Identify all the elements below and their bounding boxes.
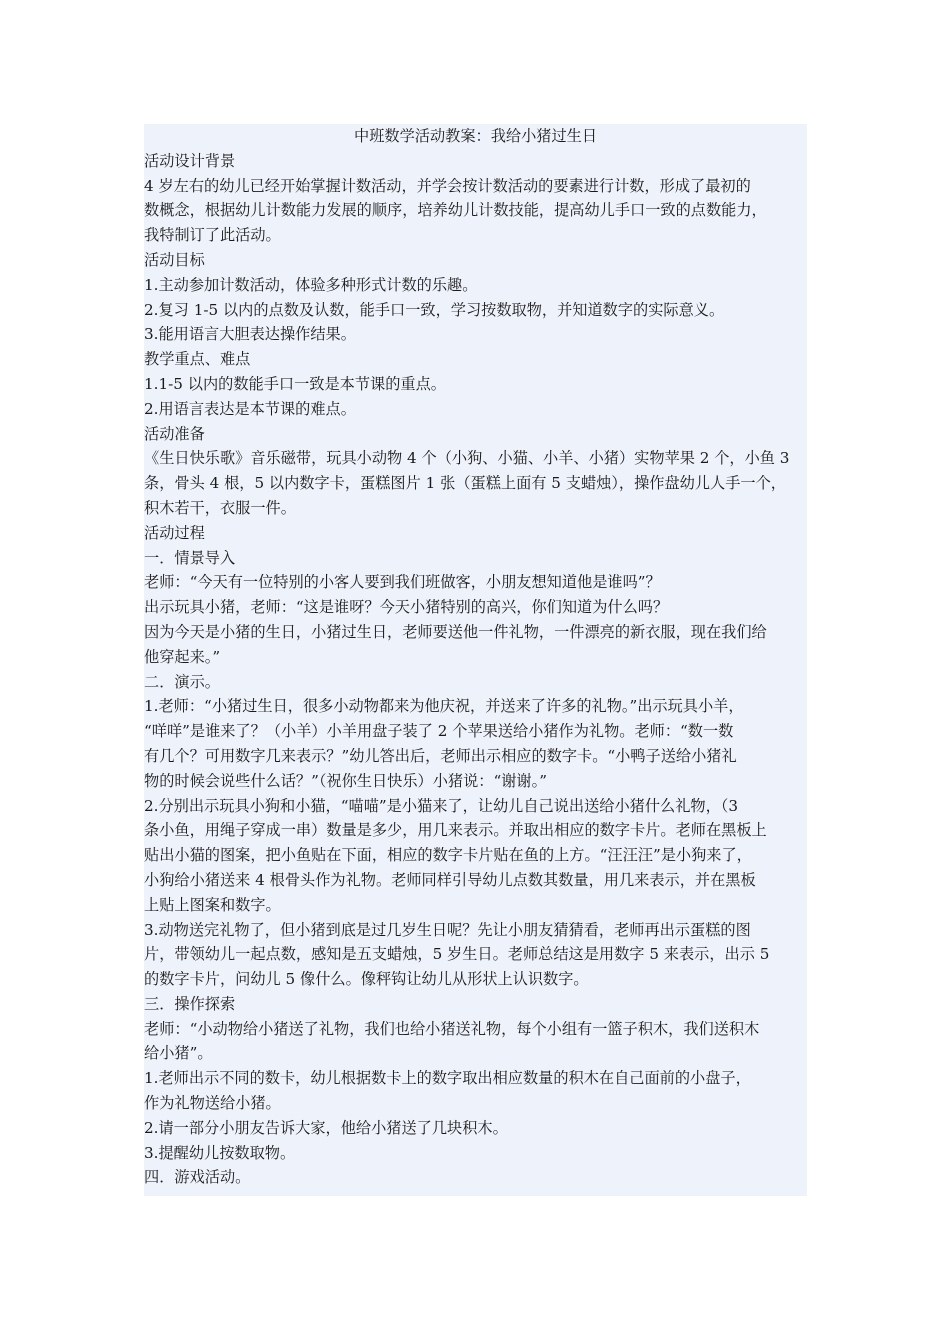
paragraph-line: 4 岁左右的幼儿已经开始掌握计数活动，并学会按计数活动的要素进行计数，形成了最初的 (144, 176, 751, 195)
section-heading: 四．游戏活动。 (144, 1168, 251, 1187)
paragraph-line: 出示玩具小猪，老师：“这是谁呀？今天小猪特别的高兴，你们知道为什么吗？ (144, 598, 669, 617)
section-heading: 活动过程 (144, 523, 205, 542)
section-heading: 活动准备 (144, 424, 205, 443)
paragraph-line: 2.用语言表达是本节课的难点。 (144, 399, 356, 418)
paragraph-line: 我特制订了此活动。 (144, 226, 281, 245)
paragraph-line: 小狗给小猪送来 4 根骨头作为礼物。老师同样引导幼儿点数其数量，用几来表示，并在黑板 (144, 870, 756, 889)
paragraph-line: 因为今天是小猪的生日，小猪过生日，老师要送他一件礼物，一件漂亮的新衣服，现在我们给 (144, 622, 767, 641)
paragraph-line: 老师：“小动物给小猪送了礼物，我们也给小猪送礼物，每个小组有一篮子积木，我们送积木 (144, 1019, 760, 1038)
paragraph-line: 片，带领幼儿一起点数，感知是五支蜡烛，5 岁生日。老师总结这是用数字 5 来表示，出示 5 (144, 945, 770, 964)
paragraph-line: 2.请一部分小朋友告诉大家，他给小猪送了几块积木。 (144, 1118, 508, 1137)
paragraph-line: 2.分别出示玩具小狗和小猫，“喵喵”是小猫来了，让幼儿自己说出送给小猪什么礼物，（3 (144, 796, 739, 815)
paragraph-line: 1.主动参加计数活动，体验多种形式计数的乐趣。 (144, 275, 478, 294)
paragraph-line: 上贴上图案和数字。 (144, 895, 281, 914)
paragraph-line: 3.动物送完礼物了，但小猪到底是过几岁生日呢？先让小朋友猜猜看，老师再出示蛋糕的图 (144, 920, 751, 939)
paragraph-line: 作为礼物送给小猪。 (144, 1094, 281, 1113)
paragraph-line: 3.能用语言大胆表达操作结果。 (144, 325, 356, 344)
section-heading: 活动设计背景 (144, 151, 236, 170)
paragraph-line: 1.老师：“小猪过生日，很多小动物都来为他庆祝，并送来了许多的礼物。”出示玩具小羊， (144, 697, 744, 716)
document-lines (144, 149, 807, 1190)
paragraph-line: 积木若干，衣服一件。 (144, 498, 296, 517)
paragraph-line: 贴出小猫的图案，把小鱼贴在下面，相应的数字卡片贴在鱼的上方。“汪汪汪”是小狗来了， (144, 846, 752, 865)
paragraph-line: 老师：“今天有一位特别的小客人要到我们班做客，小朋友想知道他是谁吗”？ (144, 573, 661, 592)
paragraph-line: 的数字卡片，问幼儿 5 像什么。像秤钩让幼儿从形状上认识数字。 (144, 970, 589, 989)
paragraph-line: 他穿起来。” (144, 647, 221, 666)
paragraph-line: 数概念，根据幼儿计数能力发展的顺序，培养幼儿计数技能，提高幼儿手口一致的点数能力， (144, 201, 767, 220)
section-heading: 教学重点、难点 (144, 350, 251, 369)
document-body (144, 124, 807, 1196)
paragraph-line: 1.老师出示不同的数卡，幼儿根据数卡上的数字取出相应数量的积木在自己面前的小盘子， (144, 1069, 751, 1088)
paragraph-line: 1.1-5 以内的数能手口一致是本节课的重点。 (144, 374, 446, 393)
section-heading: 一．情景导入 (144, 548, 236, 567)
paragraph-line: 物的时候会说些什么话？”（祝你生日快乐）小猪说：“谢谢。” (144, 771, 547, 790)
paragraph-line: 条小鱼，用绳子穿成一串）数量是多少，用几来表示。并取出相应的数字卡片。老师在黑板上 (144, 821, 767, 840)
paragraph-line: 有几个？可用数字几来表示？”幼儿答出后，老师出示相应的数字卡。“小鸭子送给小猪礼 (144, 746, 737, 765)
paragraph-line: 2.复习 1-5 以内的点数及认数，能手口一致，学习按数取物，并知道数字的实际意义。 (144, 300, 725, 319)
section-heading: 活动目标 (144, 250, 205, 269)
paragraph-line: 给小猪”。 (144, 1044, 213, 1063)
document-title: 中班数学活动教案：我给小猪过生日 (354, 127, 597, 145)
section-heading: 二．演示。 (144, 672, 220, 691)
paragraph-line: 3.提醒幼儿按数取物。 (144, 1143, 296, 1162)
paragraph-line: 条，骨头 4 根，5 以内数字卡，蛋糕图片 1 张（蛋糕上面有 5 支蜡烛），操作盘幼儿人手一个， (144, 474, 786, 493)
paragraph-line: “咩咩”是谁来了？（小羊）小羊用盘子装了 2 个苹果送给小猪作为礼物。老师：“数一数 (144, 722, 734, 741)
paragraph-line: 《生日快乐歌》音乐磁带，玩具小动物 4 个（小狗、小猫、小羊、小猪）实物苹果 2 个，小鱼 3 (144, 449, 790, 468)
section-heading: 三．操作探索 (144, 994, 236, 1013)
